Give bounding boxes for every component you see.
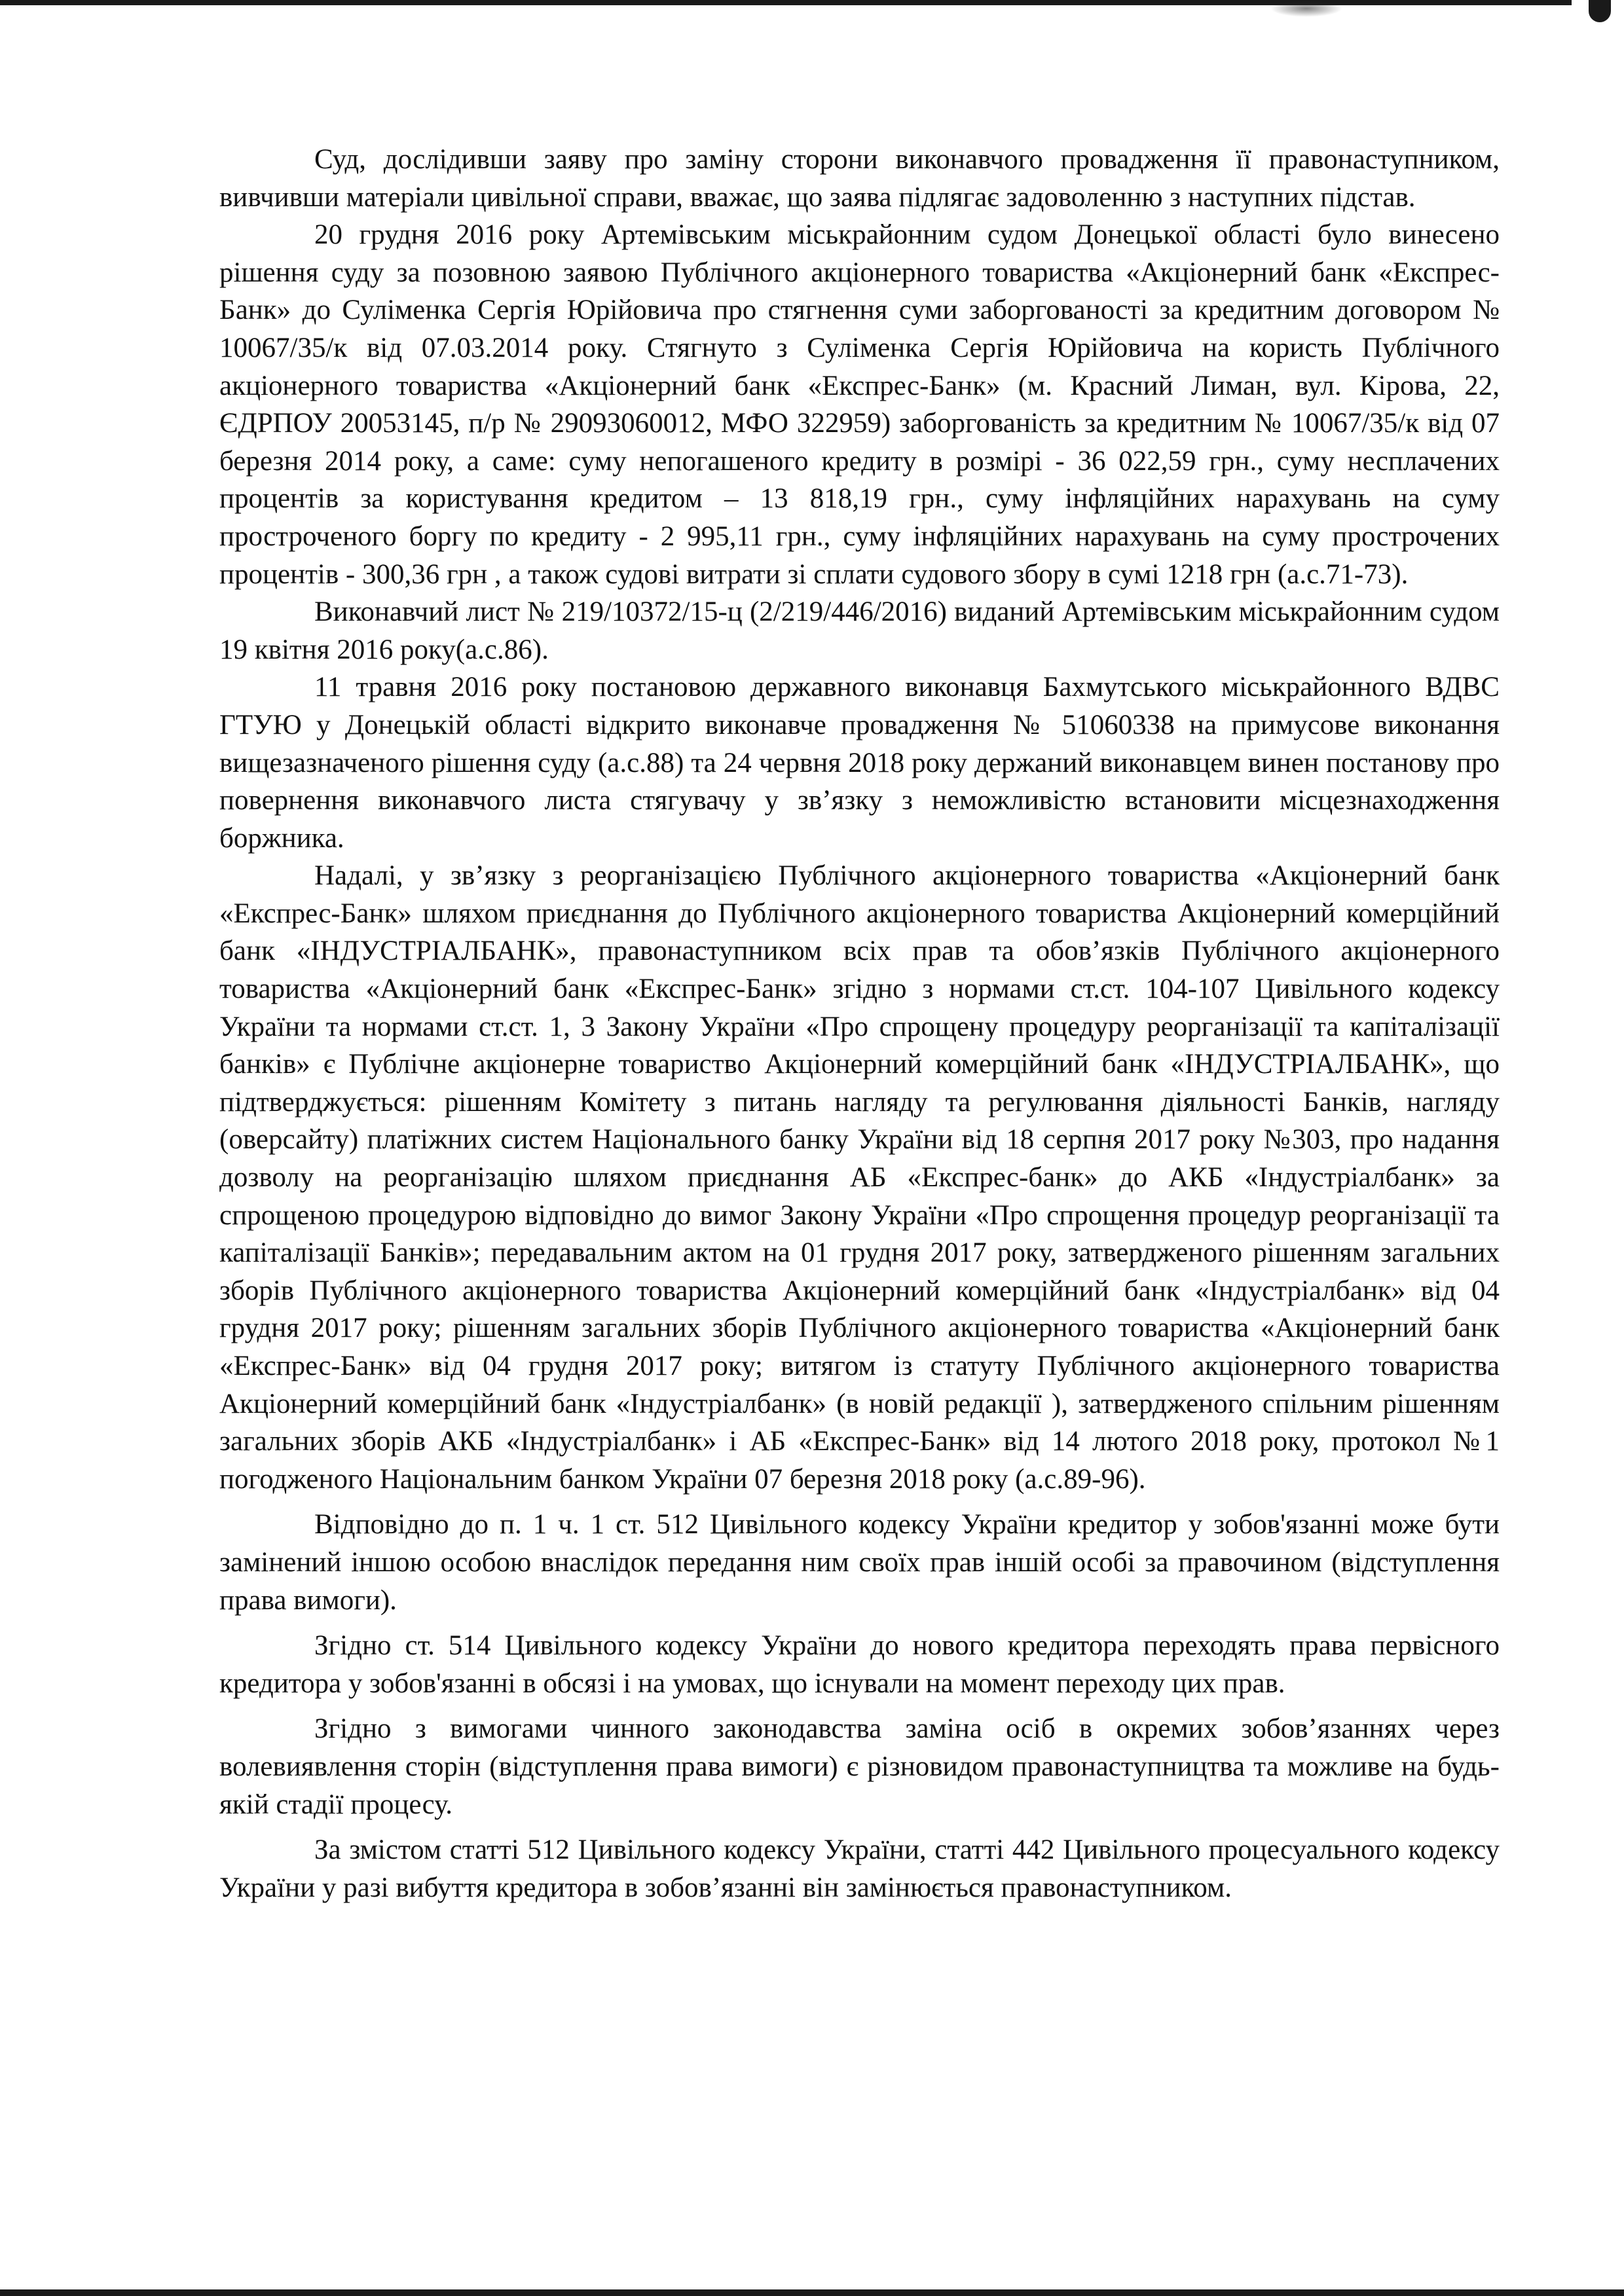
paragraph-court-review: Суд, дослідивши заяву про заміну сторони виконавчого провадження її правонаступником, вивчивши матеріали цивільної справи, вважає, що заява підлягає задоволенню з наступних підстав.	[219, 144, 1500, 213]
paragraph-enforcement-proceedings: 11 травня 2016 року постановою державного виконавця Бахмутського міськрайонного ВДВС ГТУЮ у Донецькій області відкрито виконавче провадження № 51060338 на примусове виконання вищезазначеного рішення суду (а.с.88) та 24 червня 2018 року держаний виконавцем винен постанову про повернення виконавчого листа стягувачу у зв’язку з неможливістю встановити місцезнаходження боржника.	[219, 672, 1500, 854]
paragraph-article-514: Згідно ст. 514 Цивільного кодексу України до нового кредитора переходять права первісного кредитора у зобов'язанні в обсязі і на умовах, що існували на момент переходу цих прав.	[219, 1630, 1500, 1699]
paragraph-writ-of-execution: Виконавчий лист № 219/10372/15-ц (2/219/446/2016) виданий Артемівським міськрайонним судом 19 квітня 2016 року(а.с.86).	[219, 596, 1500, 665]
scan-corner-mark	[1589, 0, 1611, 22]
paragraph-court-decision: 20 грудня 2016 року Артемівським міськрайонним судом Донецької області було винесено рішення суду за позовною заявою Публічного акціонерного товариства «Акціонерний банк «Експрес-Банк» до Суліменка Сергія Юрійовича про стягнення суми заборгованості за кредитним договором № 10067/35/к від 07.03.2014 року. Стягнуто з Суліменка Сергія Юрійовича на користь Публічного акціонерного товариства «Акціонерний банк «Експрес-Банк» (м. Красний Лиман, вул. Кірова, 22, ЄДРПОУ 20053145, п/р № 29093060012, МФО 322959) заборгованість за кредитним № 10067/35/к від 07 березня 2014 року, а саме: суму непогашеного кредиту в розмірі - 36 022,59 грн., суму несплачених процентів за користування кредитом – 13 818,19 грн., суму інфляційних нарахувань на суму простроченого боргу по кредиту - 2 995,11 грн., суму інфляційних нарахувань на суму прострочених процентів - 300,36 грн , а також судові витрати зі сплати судового збору в сумі 1218 грн (а.с.71-73).	[219, 219, 1500, 590]
scan-smudge	[1270, 0, 1342, 17]
scan-edge-bottom	[0, 2289, 1624, 2296]
paragraph-article-442: За змістом статті 512 Цивільного кодексу України, статті 442 Цивільного процесуального кодексу України у разі вибуття кредитора в зобов’язанні він замінюється правонаступником.	[219, 1834, 1500, 1903]
document-body	[219, 141, 1500, 1906]
paragraph-succession: Згідно з вимогами чинного законодавства заміна осіб в окремих зобов’язаннях через волевиявлення сторін (відступлення права вимоги) є різновидом правонаступництва та можливе на будь-якій стадії процесу.	[219, 1713, 1500, 1820]
paragraph-reorganization: Надалі, у зв’язку з реорганізацією Публічного акціонерного товариства «Акціонерний банк «Експрес-Банк» шляхом приєднання до Публічного акціонерного товариства Акціонерний комерційний банк «ІНДУСТРІАЛБАНК», правонаступником всіх прав та обов’язків Публічного акціонерного товариства «Акціонерний банк «Експрес-Банк» згідно з нормами ст.ст. 104-107 Цивільного кодексу України та нормами ст.ст. 1, 3 Закону України «Про спрощену процедуру реорганізації та капіталізації банків» є Публічне акціонерне товариство Акціонерний комерційний банк «ІНДУСТРІАЛБАНК», що підтверджується: рішенням Комітету з питань нагляду та регулювання діяльності Банків, нагляду (оверсайту) платіжних систем Національного банку України від 18 серпня 2017 року №303, про надання дозволу на реорганізацію шляхом приєднання АБ «Експрес-банк» до АКБ «Індустріалбанк» за спрощеною процедурою відповідно до вимог Закону України «Про спрощення процедур реорганізації та капіталізації Банків»; передавальним актом на 01 грудня 2017 року, затвердженого рішенням загальних зборів Публічного акціонерного товариства Акціонерний комерційний банк «Індустріалбанк» від 04 грудня 2017 року; рішенням загальних зборів Публічного акціонерного товариства «Акціонерний банк «Експрес-Банк» від 04 грудня 2017 року; витягом із статуту Публічного акціонерного товариства Акціонерний комерційний банк «Індустріалбанк» (в новій редакції ), затвердженого спільним рішенням загальних зборів АКБ «Індустріалбанк» і АБ «Експрес-Банк» від 14 лютого 2018 року, протокол №1 погодженого Національним банком України 07 березня 2018 року (а.с.89-96).	[219, 860, 1500, 1495]
paragraph-article-512: Відповідно до п. 1 ч. 1 ст. 512 Цивільного кодексу України кредитор у зобов'язанні може бути замінений іншою особою внаслідок передання ним своїх прав іншій особі за правочином (відступлення права вимоги).	[219, 1509, 1500, 1616]
